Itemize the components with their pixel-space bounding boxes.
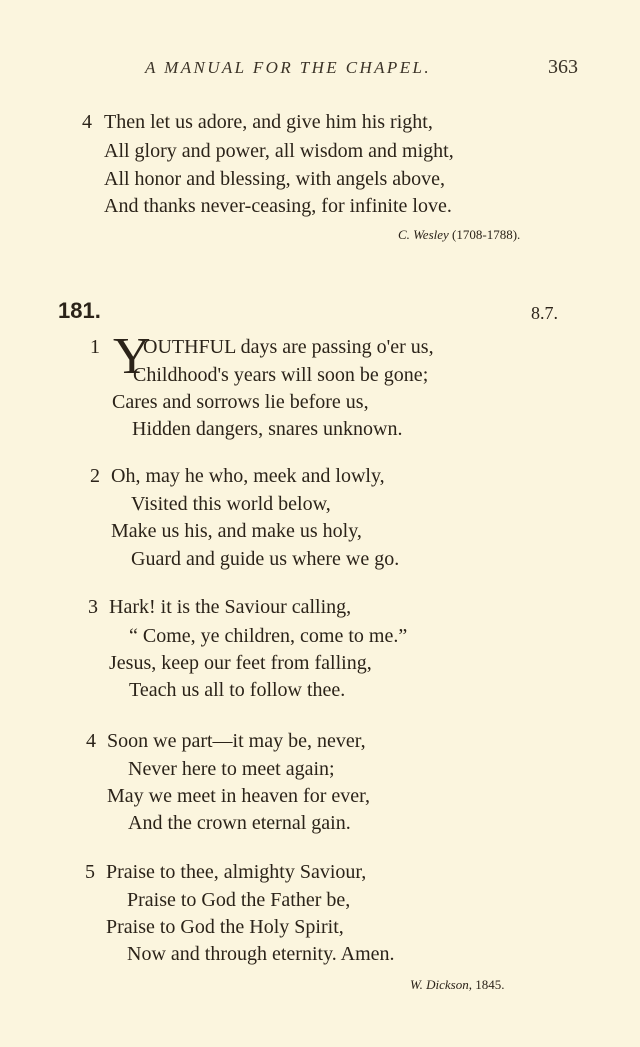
verse-line: May we meet in heaven for ever, [107, 785, 370, 807]
verse-number: 4 [82, 111, 92, 133]
verse-line: Childhood's years will soon be gone; [133, 364, 429, 386]
verse-line: All honor and blessing, with angels above, [104, 168, 446, 190]
verse-line: Hidden dangers, snares unknown. [132, 418, 403, 440]
attribution-dates: 1845. [475, 977, 505, 992]
attribution-author: C. Wesley [398, 227, 449, 242]
attribution [410, 977, 505, 993]
verse-number: 3 [88, 596, 98, 618]
verse-line: Never here to meet again; [128, 758, 335, 780]
page-number: 363 [548, 56, 578, 78]
drop-cap: Y [113, 328, 151, 385]
verse-number: 2 [90, 465, 100, 487]
verse-line: Praise to God the Father be, [127, 889, 351, 911]
hymn-meter: 8.7. [531, 303, 558, 323]
verse-line: All glory and power, all wisdom and might, [104, 140, 454, 162]
verse-line: Teach us all to follow thee. [129, 679, 346, 701]
attribution-author: W. Dickson, [410, 977, 472, 992]
attribution [398, 227, 520, 243]
verse-line: And thanks never-ceasing, for infinite love. [104, 195, 452, 217]
verse-line: Jesus, keep our feet from falling, [109, 652, 372, 674]
verse-line: Hark! it is the Saviour calling, [109, 596, 352, 618]
verse-line: Now and through eternity. Amen. [127, 943, 395, 965]
attribution-dates: (1708-1788). [452, 227, 521, 242]
verse-line: “ Come, ye children, come to me.” [129, 625, 408, 647]
running-title: A MANUAL FOR THE CHAPEL. [145, 58, 432, 77]
hymn-number: 181. [58, 298, 101, 323]
verse-line: Guard and guide us where we go. [131, 548, 400, 570]
verse-line: Praise to thee, almighty Saviour, [106, 861, 367, 883]
verse-line: And the crown eternal gain. [128, 812, 351, 834]
verse-line: OUTHFUL days are passing o'er us, [143, 336, 434, 358]
verse-number: 1 [90, 336, 100, 358]
verse-line: Cares and sorrows lie before us, [112, 391, 369, 413]
verse-line: Then let us adore, and give him his right, [104, 111, 433, 133]
verse-line: Visited this world below, [131, 493, 331, 515]
verse-line: Oh, may he who, meek and lowly, [111, 465, 385, 487]
verse-number: 5 [85, 861, 95, 883]
verse-line: Praise to God the Holy Spirit, [106, 916, 344, 938]
verse-line: Make us his, and make us holy, [111, 520, 362, 542]
verse-line: Soon we part—it may be, never, [107, 730, 366, 752]
verse-number: 4 [86, 730, 96, 752]
